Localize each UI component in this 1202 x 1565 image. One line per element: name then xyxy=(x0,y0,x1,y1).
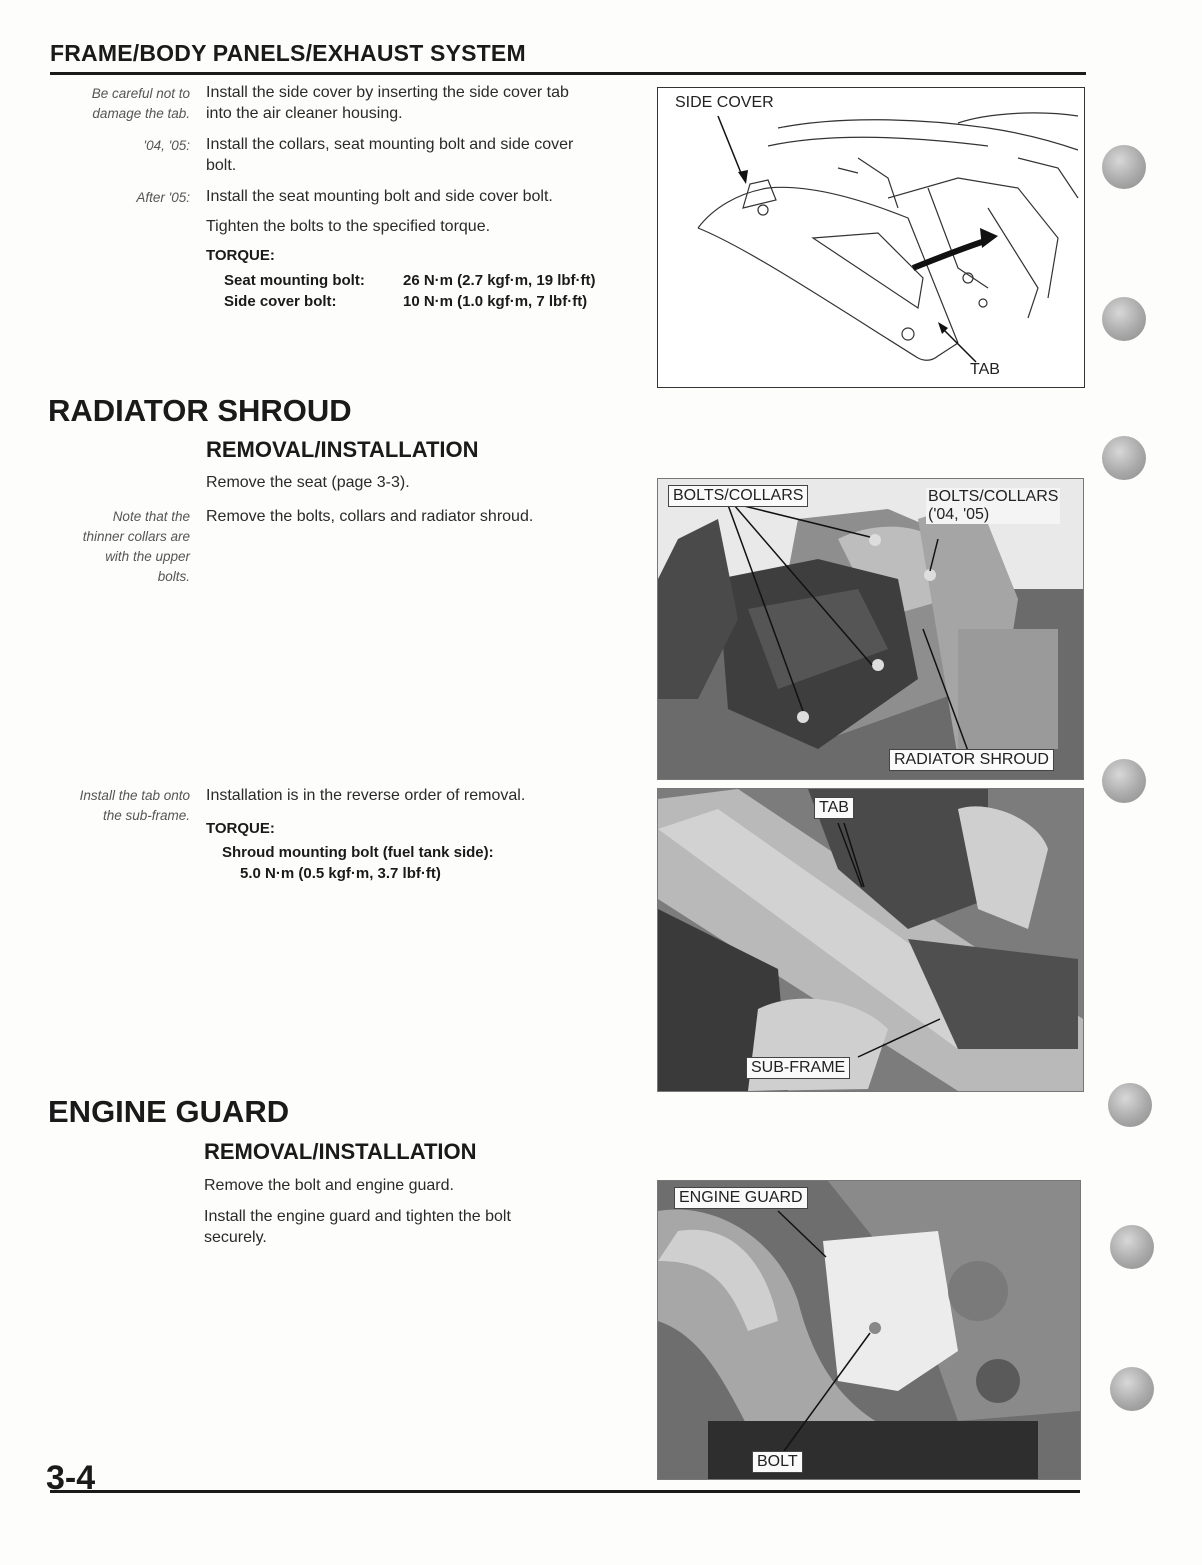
side-note-0405: '04, '05: xyxy=(143,138,190,153)
photo-label-line: BOLTS/COLLARS xyxy=(928,488,1059,505)
radiator-shroud-photo-shapes xyxy=(658,479,1083,779)
page-header-title: FRAME/BODY PANELS/EXHAUST SYSTEM xyxy=(50,40,526,66)
index-tab-marker xyxy=(1110,1225,1154,1269)
photo-label-bolt: BOLT xyxy=(752,1451,803,1473)
radiator-step-1: Remove the seat (page 3-3). xyxy=(206,474,410,491)
footer-rule xyxy=(50,1490,1080,1493)
radiator-step-2: Remove the bolts, collars and radiator shroud. xyxy=(206,508,534,525)
side-cover-step-4: Tighten the bolts to the specified torque. xyxy=(206,218,491,235)
side-note-after05: After '05: xyxy=(136,190,190,205)
subtitle-engine-guard-removal: REMOVAL/INSTALLATION xyxy=(204,1139,477,1164)
photo-label-line: ('04, '05) xyxy=(928,506,990,523)
sub-frame-photo xyxy=(657,788,1084,1092)
side-note-install-tab xyxy=(40,786,190,826)
seat-bolt-value: 26 N·m (2.7 kgf·m, 19 lbf·ft) xyxy=(403,272,596,289)
side-note-line: thinner collars are xyxy=(82,529,190,544)
side-note-line: Note that the xyxy=(112,509,190,524)
header-rule xyxy=(50,72,1086,75)
text-line: Install the collars, seat mounting bolt and side cover xyxy=(206,136,574,153)
seat-bolt-label: Seat mounting bolt: xyxy=(224,272,365,289)
photo-label-radiator-shroud: RADIATOR SHROUD xyxy=(889,749,1054,771)
photo-label-tab: TAB xyxy=(814,797,854,819)
index-tab-marker xyxy=(1108,1083,1152,1127)
text-line: bolt. xyxy=(206,157,237,174)
page-number: 3-4 xyxy=(46,1459,96,1497)
photo-label-sub-frame: SUB-FRAME xyxy=(746,1057,850,1079)
side-note-line: bolts. xyxy=(157,569,190,584)
side-note-careful xyxy=(40,84,190,124)
figure-label-tab: TAB xyxy=(970,361,1000,378)
section-title-radiator-shroud: RADIATOR SHROUD xyxy=(48,393,352,428)
text-line: securely. xyxy=(204,1229,267,1246)
section-title-engine-guard: ENGINE GUARD xyxy=(48,1094,290,1129)
photo-label-bolts-collars-0405 xyxy=(926,488,1060,524)
index-tab-marker xyxy=(1102,759,1146,803)
radiator-torque-label: TORQUE: xyxy=(206,820,275,837)
side-note-line: with the upper xyxy=(105,549,190,564)
side-cover-step-1 xyxy=(206,82,651,124)
engine-guard-step-1: Remove the bolt and engine guard. xyxy=(204,1177,454,1194)
side-cover-step-2 xyxy=(206,134,651,176)
side-note-line: Be careful not to xyxy=(91,86,190,101)
index-tab-marker xyxy=(1110,1367,1154,1411)
engine-guard-photo xyxy=(657,1180,1081,1480)
text-line: Install the side cover by inserting the side cover tab xyxy=(206,84,569,101)
side-note-line: Install the tab onto xyxy=(79,788,190,803)
side-note-line: damage the tab. xyxy=(92,106,190,121)
engine-guard-photo-shapes xyxy=(658,1181,1080,1479)
text-line: into the air cleaner housing. xyxy=(206,105,403,122)
index-tab-marker xyxy=(1102,436,1146,480)
photo-label-engine-guard: ENGINE GUARD xyxy=(674,1187,808,1209)
side-cover-illustration xyxy=(658,88,1084,387)
index-tab-marker xyxy=(1102,145,1146,189)
cover-bolt-label: Side cover bolt: xyxy=(224,293,337,310)
cover-bolt-value: 10 N·m (1.0 kgf·m, 7 lbf·ft) xyxy=(403,293,588,310)
text-line: Install the engine guard and tighten the bolt xyxy=(204,1208,511,1225)
shroud-bolt-label: Shroud mounting bolt (fuel tank side): xyxy=(222,844,494,861)
sub-frame-photo-shapes xyxy=(658,789,1083,1091)
side-note-line: the sub-frame. xyxy=(102,808,190,823)
side-cover-torque-label: TORQUE: xyxy=(206,247,275,264)
radiator-shroud-photo xyxy=(657,478,1084,780)
subtitle-radiator-removal: REMOVAL/INSTALLATION xyxy=(206,437,479,462)
side-cover-step-3: Install the seat mounting bolt and side cover bolt. xyxy=(206,188,553,205)
index-tab-marker xyxy=(1102,297,1146,341)
engine-guard-step-2 xyxy=(204,1206,649,1248)
side-note-thinner-collars xyxy=(40,507,190,587)
side-cover-figure xyxy=(657,87,1085,388)
radiator-step-3: Installation is in the reverse order of removal. xyxy=(206,787,526,804)
figure-label-side-cover: SIDE COVER xyxy=(675,94,774,111)
shroud-bolt-value: 5.0 N·m (0.5 kgf·m, 3.7 lbf·ft) xyxy=(240,865,441,882)
photo-label-bolts-collars: BOLTS/COLLARS xyxy=(668,485,808,507)
